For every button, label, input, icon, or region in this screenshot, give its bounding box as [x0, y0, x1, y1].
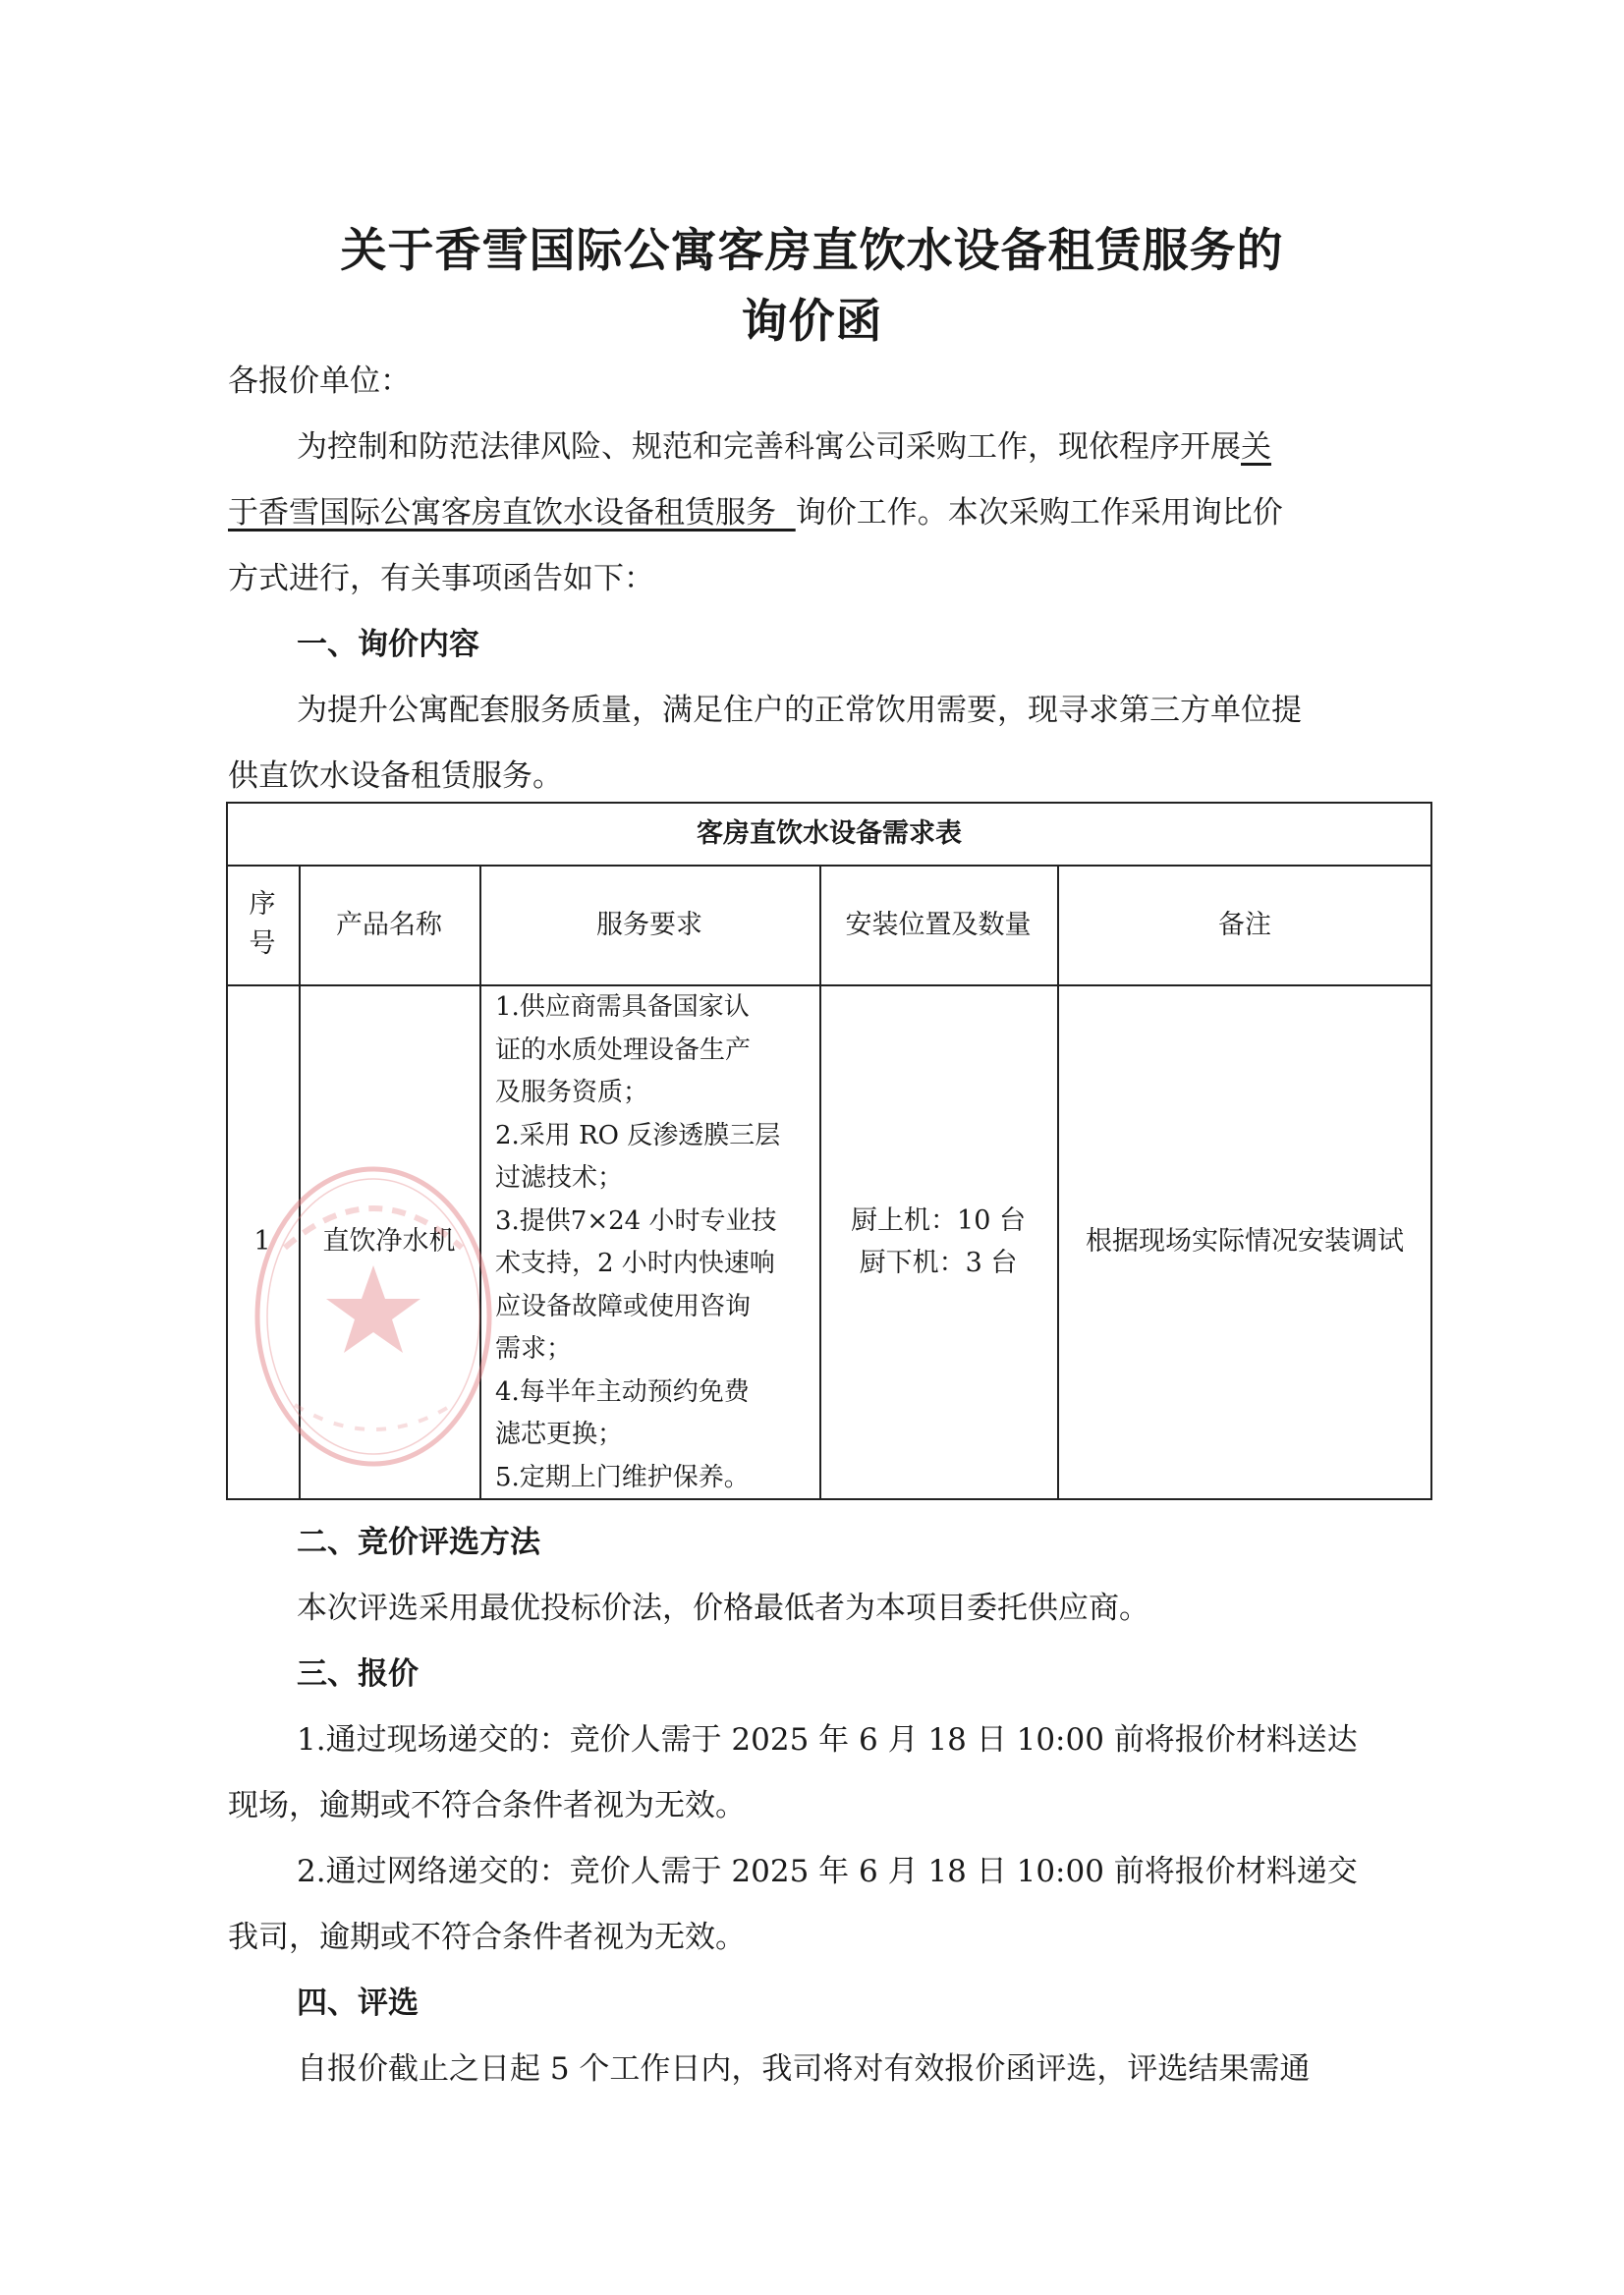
header-location-quantity: 安装位置及数量 — [845, 909, 1032, 940]
section1-line-2: 供直饮水设备租赁服务。 — [228, 758, 563, 794]
section3-heading: 三、报价 — [297, 1656, 419, 1692]
requirement-line: 滤芯更换； — [495, 1420, 624, 1449]
section2-line-1: 本次评选采用最优投标价法，价格最低者为本项目委托供应商。 — [297, 1591, 1149, 1626]
intro-project-name-part1: 关 — [1241, 429, 1271, 465]
section1-line-1: 为提升公寓配套服务质量，满足住户的正常饮用需要，现寻求第三方单位提 — [297, 693, 1302, 728]
section4-line-1: 自报价截止之日起 5 个工作日内，我司将对有效报价函评选，评选结果需通 — [297, 2051, 1311, 2087]
location-line-2: 厨下机：3 台 — [859, 1247, 1018, 1278]
requirement-line: 5.定期上门维护保养。 — [495, 1462, 750, 1492]
section1-heading: 一、询价内容 — [297, 627, 479, 662]
intro-line2-suffix: 询价工作。本次采购工作采用询比价 — [795, 495, 1283, 531]
header-product-name: 产品名称 — [336, 909, 442, 940]
requirement-table — [226, 802, 1432, 1500]
requirement-line: 术支持，2 小时内快速响 — [495, 1249, 775, 1278]
header-no-line2: 号 — [249, 928, 276, 959]
requirement-line: 4.每半年主动预约免费 — [495, 1376, 750, 1407]
section3-item2-line-1: 2.通过网络递交的：竞价人需于 2025 年 6 月 18 日 10:00 前将报价材料递交 — [297, 1854, 1358, 1889]
intro-line-1 — [297, 428, 1377, 466]
requirement-line: 1.供应商需具备国家认 — [495, 992, 750, 1022]
requirement-line: 3.提供7×24 小时专业技 — [495, 1205, 777, 1236]
title-line-1: 关于香雪国际公寓客房直饮水设备租赁服务的 — [340, 224, 1284, 278]
section2-heading: 二、竞价评选方法 — [297, 1525, 540, 1560]
intro-line1-prefix: 为控制和防范法律风险、规范和完善科寓公司采购工作，现依程序开展 — [297, 429, 1241, 465]
intro-line-2 — [228, 494, 1377, 532]
row-remark: 根据现场实际情况安装调试 — [1086, 1226, 1404, 1257]
requirement-line: 应设备故障或使用咨询 — [495, 1291, 752, 1321]
header-service-requirement: 服务要求 — [596, 909, 702, 940]
section3-item2-line-2: 我司，逾期或不符合条件者视为无效。 — [228, 1920, 746, 1955]
section4-heading: 四、评选 — [297, 1986, 419, 2021]
salutation: 各报价单位： — [228, 364, 411, 399]
intro-line-3: 方式进行，有关事项函告如下： — [228, 561, 654, 596]
section3-item1-line-1: 1.通过现场递交的：竞价人需于 2025 年 6 月 18 日 10:00 前将报价材料送达 — [297, 1722, 1358, 1758]
header-no — [226, 865, 299, 984]
requirement-line: 2.采用 RO 反渗透膜三层 — [495, 1120, 781, 1150]
header-no-line1: 序 — [249, 889, 276, 920]
location-line-1: 厨上机：10 台 — [851, 1204, 1026, 1236]
row-service-requirement — [493, 986, 806, 1499]
table-caption: 客房直饮水设备需求表 — [697, 817, 962, 849]
row-no: 1 — [253, 1226, 271, 1257]
row-location-quantity — [819, 984, 1057, 1498]
header-remark: 备注 — [1218, 909, 1271, 940]
requirement-line: 过滤技术； — [495, 1163, 624, 1193]
requirement-line: 证的水质处理设备生产 — [495, 1035, 752, 1065]
section3-item1-line-2: 现场，逾期或不符合条件者视为无效。 — [228, 1788, 746, 1823]
requirement-line: 及服务资质； — [495, 1078, 649, 1107]
requirement-line: 需求； — [495, 1334, 573, 1364]
intro-project-name-part2: 于香雪国际公寓客房直饮水设备租赁服务 — [228, 495, 776, 531]
title-line-2: 询价函 — [741, 295, 883, 349]
row-product-name: 直饮净水机 — [322, 1226, 456, 1257]
